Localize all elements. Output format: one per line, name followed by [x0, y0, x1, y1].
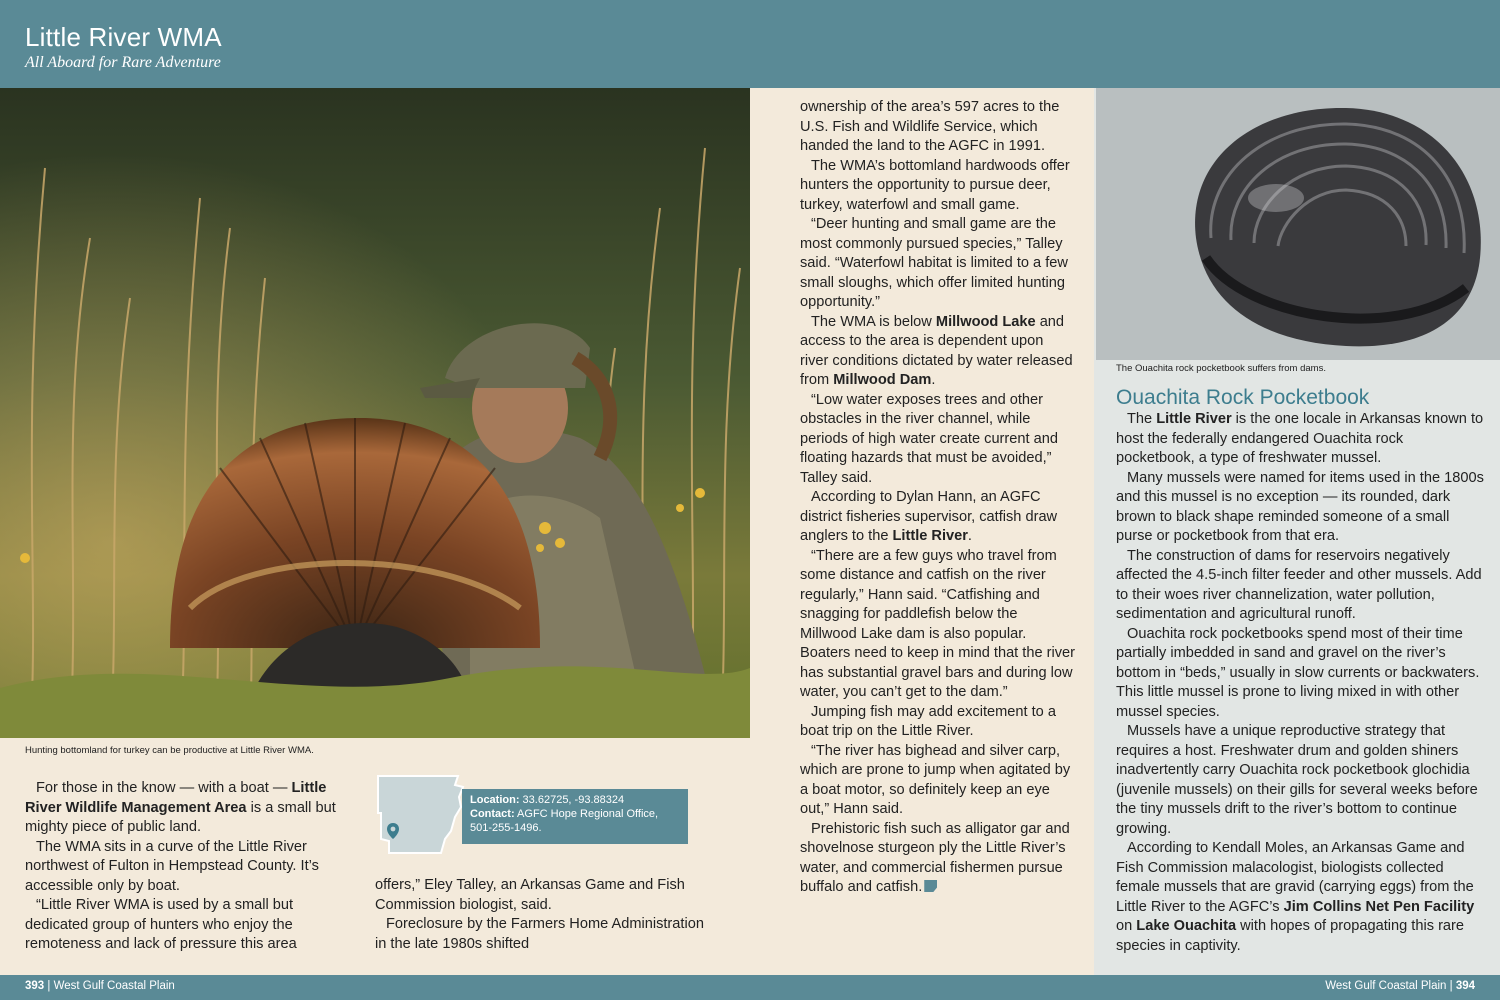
article-column-1	[25, 779, 355, 955]
paragraph: The WMA’s bottomland hardwoods offer hunters the opportunity to pursue deer, turkey, waterfowl and small game.	[800, 157, 1070, 213]
page-title: Little River WMA	[25, 22, 222, 52]
paragraph: According to Dylan Hann, an AGFC district fisheries supervisor, catfish draw anglers to the Little River.	[800, 489, 1058, 544]
footer-right: West Gulf Coastal Plain | 394	[1325, 980, 1475, 992]
paragraph: Jumping fish may add excitement to a boat trip on the Little River.	[800, 703, 1056, 739]
page-number-left: 393	[25, 980, 45, 992]
header-bar	[0, 0, 1500, 88]
paragraph: The construction of dams for reservoirs negatively affected the 4.5-inch filter feeder and other mussels. Add to their woes river channelization, water pollution, sedimentation and agricultural runoff.	[1116, 547, 1482, 622]
photo-caption: Hunting bottomland for turkey can be productive at Little River WMA.	[25, 745, 314, 756]
paragraph: “There are a few guys who travel from some distance and catfish on the river regularly,” Hann said. “Catfishing and snagging for paddlefish below the Millwood Lake dam is also popular. Boaters need to keep in mind that the river has substantial gravel bars and during low water, you can’t get to the dam.”	[800, 547, 1076, 700]
location-info-box: Location: 33.62725, -93.88324 Contact: AGFC Hope Regional Office, 501-255-1496.	[462, 789, 688, 844]
article-column-2	[375, 876, 715, 954]
article-column-3	[800, 98, 1075, 898]
footer-left: 393 | West Gulf Coastal Plain	[25, 980, 175, 992]
mussel-caption: The Ouachita rock pocketbook suffers from dams.	[1116, 363, 1326, 374]
paragraph: The Little River is the one locale in Arkansas known to host the federally endangered Ouachita rock pocketbook, a type of freshwater mussel.	[1116, 411, 1484, 466]
paragraph: For those in the know — with a boat — Little River Wildlife Management Area is a small but mighty piece of public land.	[25, 780, 336, 835]
paragraph: “Low water exposes trees and other obstacles in the river channel, while periods of high water create current and floating hazards that must be avoided,” Talley said.	[800, 391, 1058, 486]
paragraph: “Deer hunting and small game are the most commonly pursued species,” Talley said. “Waterfowl habitat is limited to a few small sloughs, which offer limited hunting opportunity.”	[800, 216, 1068, 310]
footer-bar	[0, 975, 1500, 1000]
paragraph: offers,” Eley Talley, an Arkansas Game and Fish Commission biologist, said.	[375, 877, 685, 913]
page-subtitle: All Aboard for Rare Adventure	[25, 54, 221, 71]
paragraph: “The river has bighead and silver carp, which are prone to jump when agitated by a boat motor, so definitely keep an eye out,” Hann said.	[800, 742, 1071, 817]
page-number-right: 394	[1455, 980, 1475, 992]
paragraph: The WMA is below Millwood Lake and access to the area is dependent upon river conditions dictated by water released from Millwood Dam.	[800, 313, 1073, 388]
sidebar-heading: Ouachita Rock Pocketbook	[1116, 386, 1370, 409]
paragraph: ownership of the area’s 597 acres to the U.S. Fish and Wildlife Service, which handed the land to the AGFC in 1991.	[800, 99, 1060, 154]
paragraph: Prehistoric fish such as alligator gar and shovelnose sturgeon ply the Little River’s water, and commercial fishermen pursue buffalo and catfish.	[800, 820, 1070, 895]
story-end-icon	[924, 880, 937, 892]
sidebar-text	[1116, 410, 1484, 956]
turkey-hunter-photo	[0, 88, 750, 738]
mussel-photo	[1096, 88, 1500, 360]
paragraph: Ouachita rock pocketbooks spend most of their time partially imbedded in sand and gravel on the river’s bottom in “beds,” usually in slow currents or backwaters. This little mussel is prone to living mixed in with other mussel species.	[1116, 625, 1480, 720]
paragraph: Many mussels were named for items used in the 1800s and this mussel is no exception — its rounded, dark brown to black shape reminded someone of a small purse or pocketbook from that era.	[1116, 469, 1484, 544]
arkansas-map-icon	[375, 773, 465, 855]
paragraph: “Little River WMA is used by a small but dedicated group of hunters who enjoy the remoteness and lack of pressure this area	[25, 897, 297, 952]
paragraph: Foreclosure by the Farmers Home Administration in the late 1980s shifted	[375, 916, 704, 952]
paragraph: The WMA sits in a curve of the Little River northwest of Fulton in Hempstead County. It’s accessible only by boat.	[25, 838, 319, 894]
paragraph: Mussels have a unique reproductive strategy that requires a host. Freshwater drum and golden shiners inadvertently carry Ouachita rock pocketbook glochidia (juvenile mussels) on their gills for several weeks before the tiny mussels drift to the river’s bottom to continue growing.	[1116, 723, 1478, 837]
paragraph: According to Kendall Moles, an Arkansas Game and Fish Commission malacologist, biologists collected female mussels that are gravid (carrying eggs) from the Little River to the AGFC’s Jim Collins Net Pen Facility on Lake Ouachita with hopes of propagating this rare species in captivity.	[1116, 840, 1475, 954]
